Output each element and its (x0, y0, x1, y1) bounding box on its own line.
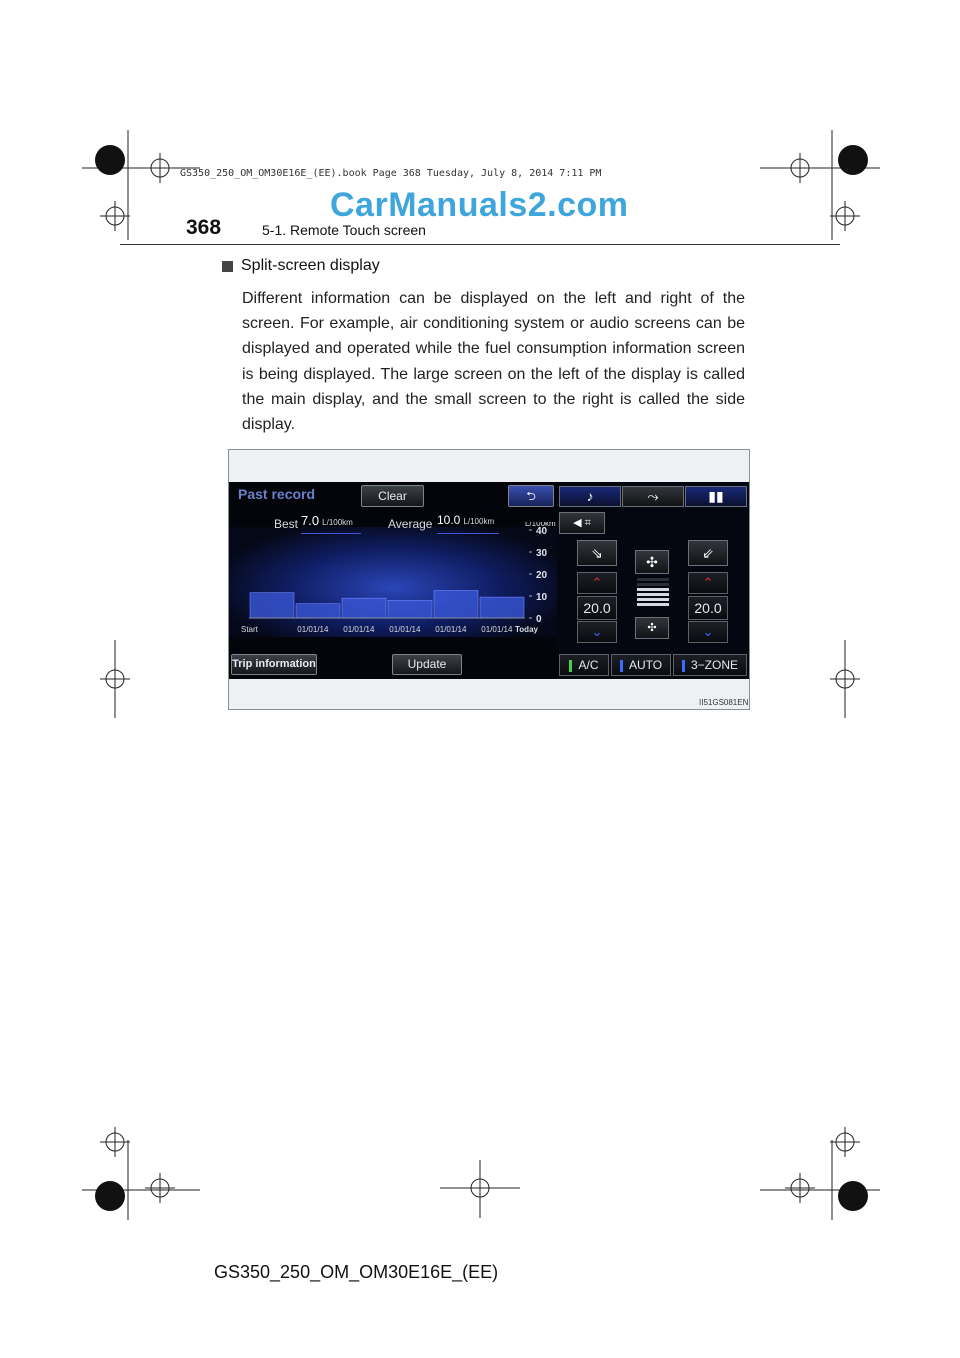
ac-button[interactable] (559, 654, 609, 676)
airflow-left-button[interactable] (577, 540, 617, 566)
footer-document-code: GS350_250_OM_OM30E16E_(EE) (214, 1262, 499, 1282)
chevron-up-icon: ⌃ (702, 575, 714, 590)
fan-level-bar (637, 583, 669, 586)
chevron-down-icon: ⌄ (591, 624, 603, 639)
three-zone-indicator (682, 660, 685, 672)
chevron-down-icon: ⌄ (702, 624, 714, 639)
best-unit: L/100km (322, 518, 353, 527)
y-tick-label: 20 (536, 570, 548, 581)
temp-left-up-button[interactable] (577, 572, 617, 594)
auto-button[interactable] (611, 654, 671, 676)
temp-right-display: 20.0 (688, 596, 728, 620)
back-button[interactable] (508, 485, 554, 507)
past-record-title: Past record (238, 486, 316, 502)
average-value: 10.0 (437, 513, 461, 527)
bar-chart-icon: ▮▮ (708, 488, 724, 504)
bullet-square-icon (222, 261, 233, 272)
tab-climate[interactable] (622, 486, 684, 507)
y-tick-label: 0 (536, 614, 542, 625)
ac-label: A/C (578, 658, 599, 672)
fan-up-button[interactable] (635, 550, 669, 574)
temp-left-down-button[interactable] (577, 621, 617, 643)
body-paragraph: Different information can be displayed on the left and right of the screen. For example, air conditioning system or audio screens can be displayed and operated while the fuel consumption information screen is being displayed. The large screen on the left of the display is called the main display, and the small screen to the right is called the side display. (242, 290, 745, 434)
rear-seat-button[interactable] (559, 512, 605, 534)
watermark: CarManuals2.com (330, 186, 629, 224)
chart-bar (480, 597, 524, 618)
ac-indicator (569, 660, 572, 672)
chevron-up-icon: ⌃ (591, 575, 603, 590)
three-zone-label: 3−ZONE (690, 658, 738, 672)
auto-indicator (620, 660, 623, 672)
three-zone-button[interactable] (673, 654, 747, 676)
temp-left-display: 20.0 (577, 596, 617, 620)
y-axis-unit: L/100km (525, 522, 556, 528)
chart-bar (296, 604, 340, 618)
fan-high-icon: ✣ (646, 554, 658, 570)
fan-low-icon: ✣ (647, 622, 657, 634)
subheading (222, 257, 380, 275)
x-tick-label: Start (241, 625, 258, 634)
chart-bar (250, 593, 294, 618)
average-label: Average (388, 517, 433, 531)
x-tick-label: 01/01/14 (389, 625, 421, 634)
section-title: 5-1. Remote Touch screen (262, 222, 426, 238)
trip-information-button[interactable]: Trip information (231, 654, 317, 675)
subheading-text: Split-screen display (241, 257, 380, 274)
clear-button[interactable]: Clear (361, 485, 424, 507)
fan-down-button[interactable] (635, 617, 669, 639)
header-rule (120, 244, 840, 245)
figure-code: II51GS081EN (699, 698, 749, 707)
print-info-line: GS350_250_OM_OM30E16E_(EE).book Page 368 Tuesday, July 8, 2014 7:11 PM (180, 168, 602, 179)
x-tick-label: 01/01/14 (481, 625, 513, 634)
y-tick-label: 30 (536, 548, 548, 559)
auto-label: AUTO (628, 658, 663, 672)
update-button[interactable]: Update (392, 654, 462, 675)
fan-level-bar (637, 598, 669, 601)
tab-energy[interactable] (685, 486, 747, 507)
best-label: Best (274, 517, 299, 531)
display-illustration (228, 449, 750, 710)
fuel-consumption-chart (229, 522, 559, 652)
rear-seat-icon: ◀ ⌗ (573, 517, 591, 529)
fan-level-bar (637, 593, 669, 596)
airflow-mode-icon: ⇘ (591, 545, 603, 561)
side-display (557, 482, 749, 679)
fan-level-bar (637, 578, 669, 581)
x-tick-label: 01/01/14 (343, 625, 375, 634)
back-arrow-icon: ⮌ (526, 489, 536, 503)
x-tick-label: Today (515, 625, 538, 634)
tab-audio[interactable] (559, 486, 621, 507)
y-tick-label: 10 (536, 592, 548, 603)
music-note-icon: ♪ (586, 488, 594, 504)
x-tick-label: 01/01/14 (297, 625, 329, 634)
y-tick-label: 40 (536, 526, 548, 537)
chart-bar (434, 591, 478, 619)
airflow-right-button[interactable] (688, 540, 728, 566)
fan-level-meter (637, 578, 669, 614)
page-number: 368 (186, 216, 222, 239)
fan-level-bar (637, 588, 669, 591)
airflow-mode-right-icon: ⇙ (702, 545, 714, 561)
x-tick-label: 01/01/14 (435, 625, 467, 634)
temp-right-up-button[interactable] (688, 572, 728, 594)
chart-bar (388, 600, 432, 618)
best-value: 7.0 (301, 513, 320, 528)
climate-seat-icon: ⤳ (647, 488, 659, 504)
temp-right-down-button[interactable] (688, 621, 728, 643)
split-screen-display (229, 482, 749, 679)
average-unit: L/100km (463, 517, 495, 526)
fan-level-bar (637, 603, 669, 606)
chart-bar (342, 598, 386, 618)
